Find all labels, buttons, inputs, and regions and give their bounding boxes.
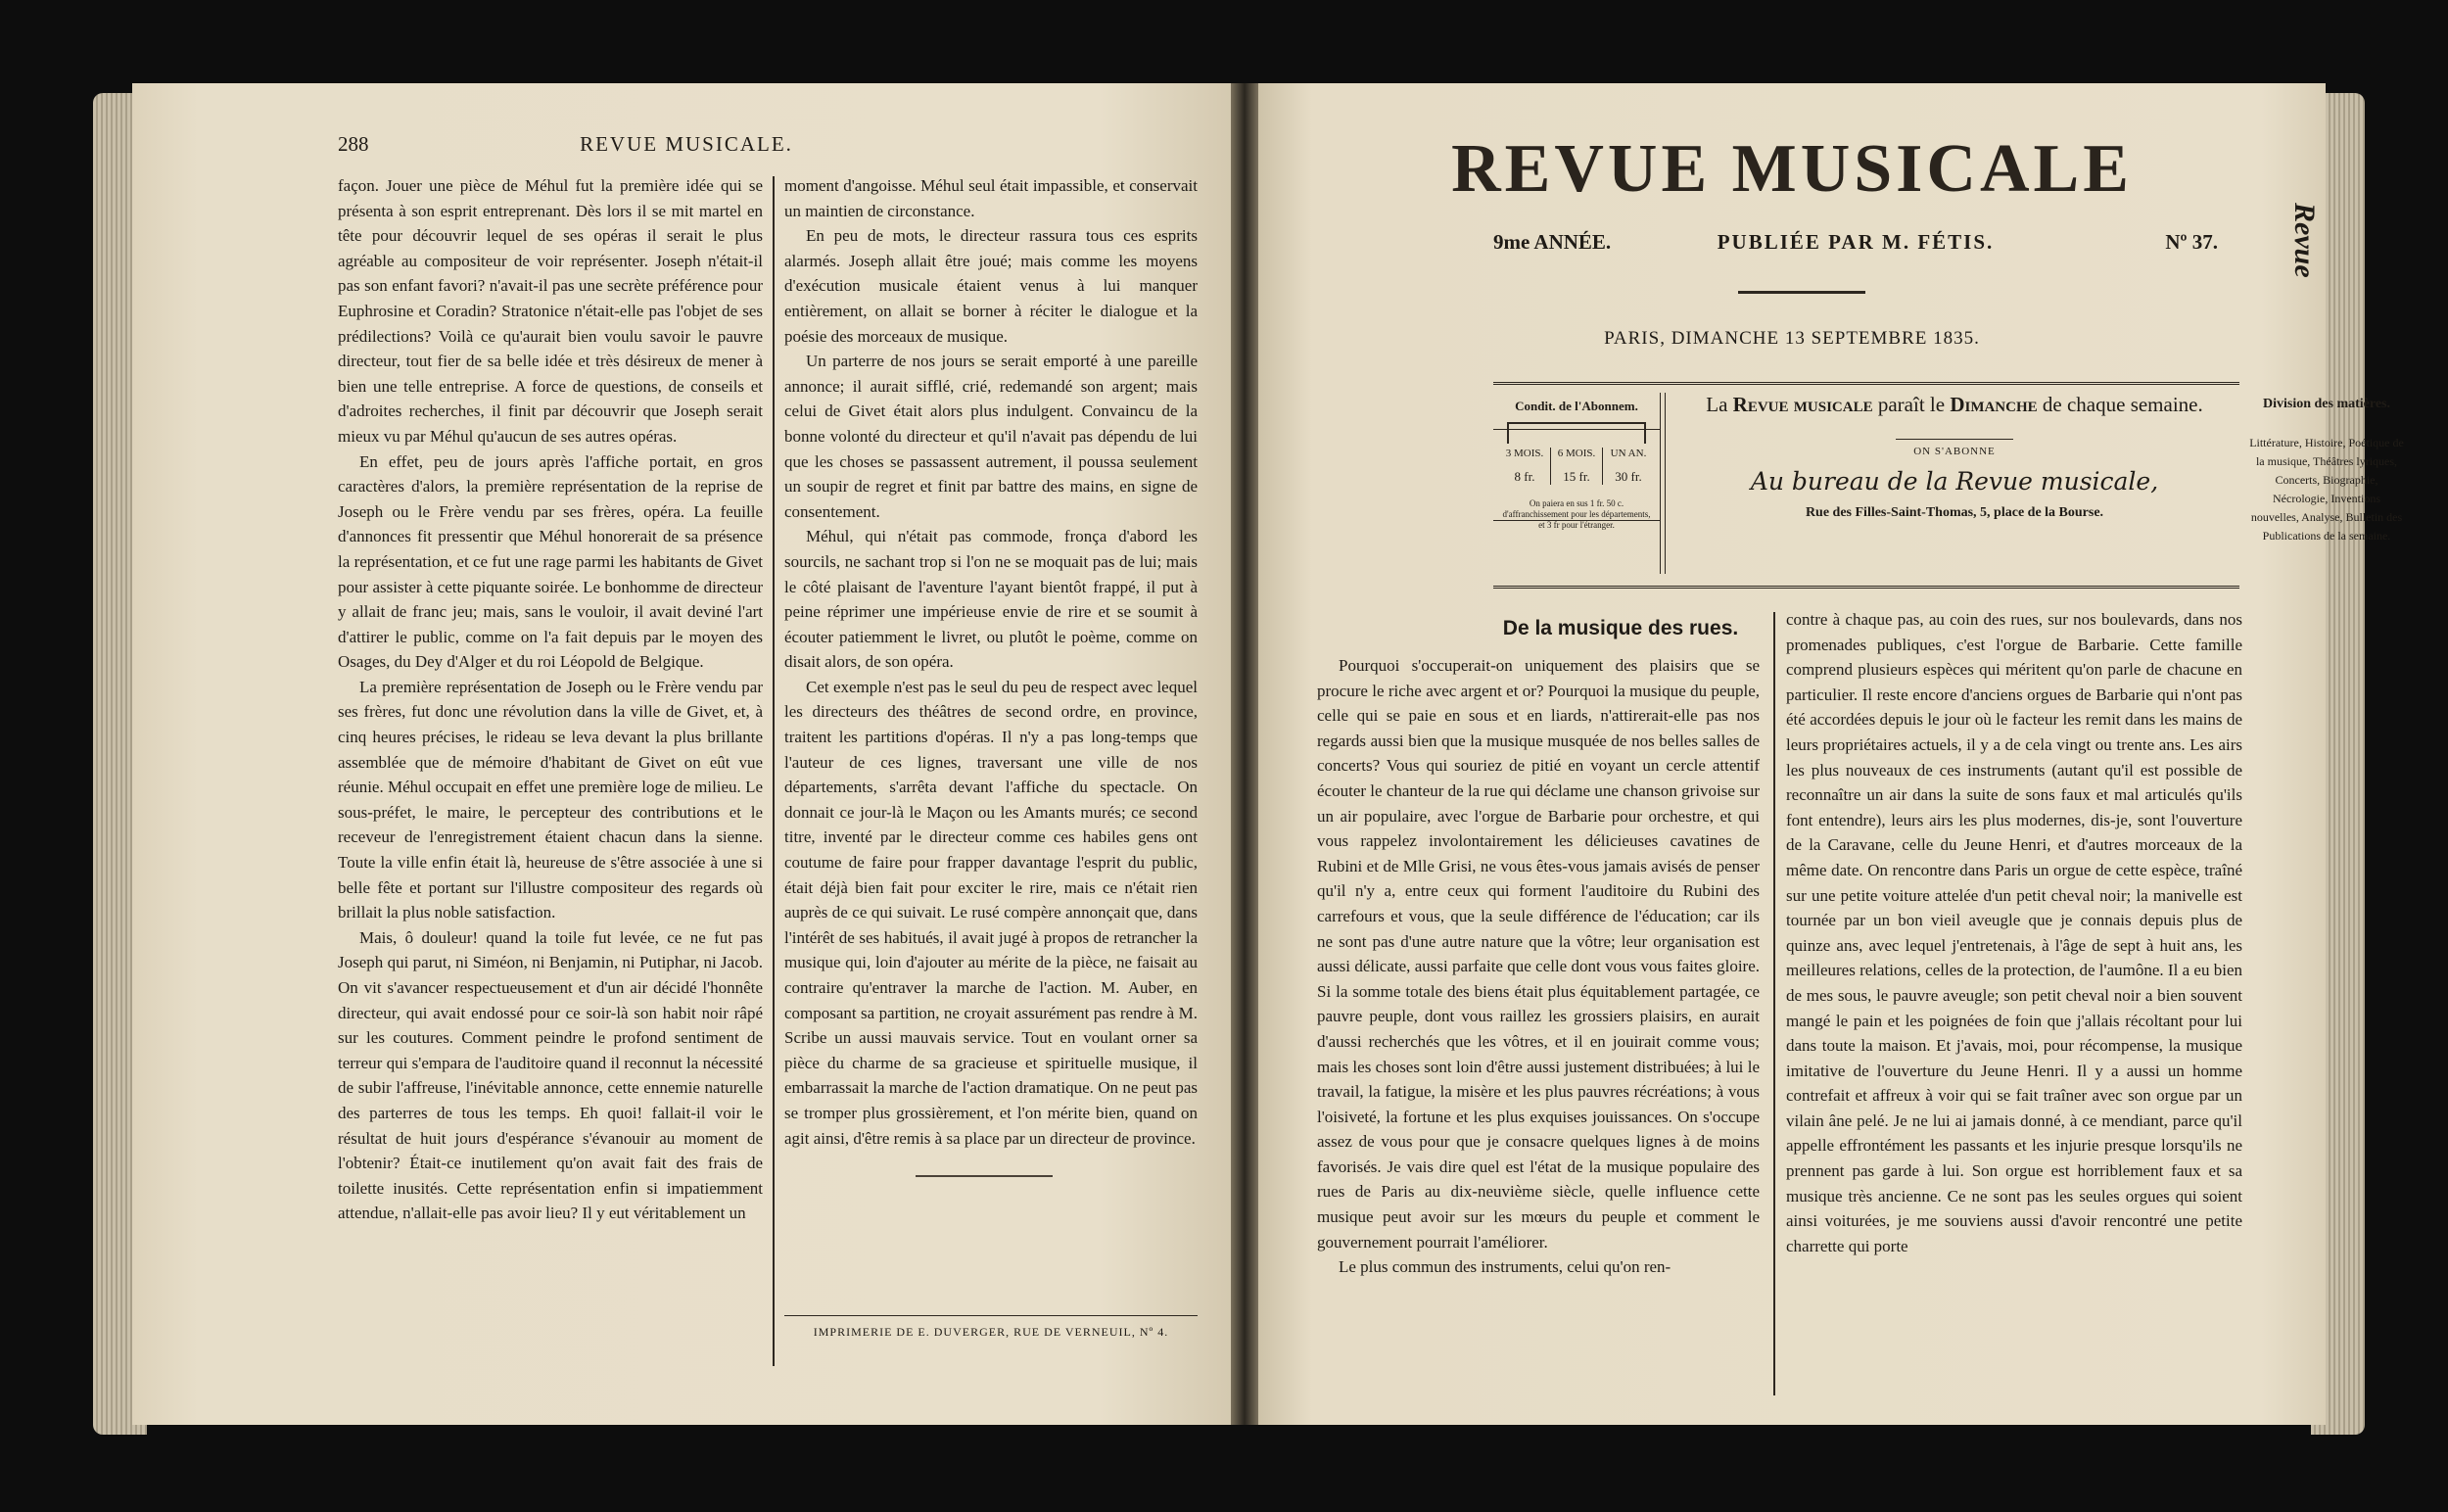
paragraph: contre à chaque pas, au coin des rues, sur nos boulevards, dans nos promenades publiques, c'est l'orgue de Barbarie. Cette famille comprend plusieurs espèces qui méritent qu'on parle de chacune en particulier. Il reste encore d'anciens orgues de Barbarie qui n'ont pas été accordées depuis le jour où le facteur les remit dans les mains de leurs propriétaires actuels, il y a de cela vingt ou trente ans. Les airs les plus nouveaux de ces instruments (autant qu'il est possible de reconnaître un air dans la suite de sons faux et mal articulés qu'ils font entendre), leurs airs les plus modernes, dis-je, sont l'ouverture de la Caravane, celle du Jeune Henri, et d'autres morceaux de la même date. On rencontre dans Paris un orgue de cette espèce, traîné sur une petite voiture attelée d'un petit cheval noir; la manivelle est tournée par un bon vieil aveugle que je connais depuis plus de quinze ans, avec lequel j'entretenais, à l'âge de sept à huit ans, les meilleures relations, celles de la protection, de l'aumône. Il a eu bien de mes sous, le pauvre aveugle; son petit cheval noir a bien souvent mangé le pain et les poignées de foin que j'allais récoltant pour lui dans toute la maison. Et j'avais, moi, pour récompense, la musique imitative de l'ouverture du Jeune Henri. Il y a aussi un homme contrefait et affreux à voir qui se fait traîner avec son orgue par un vilain âne pelé. Je ne lui ai jamais donné, à ce mendiant, parce qu'il appelle effrontément les passants et les injurie presque lorsqu'ils ne prennent pas garde à lui. Son orgue est horriblement faux et sa musique très ancienne. Ce ne sont pas les seules orgues qui soient ainsi voiturées, je me souviens aussi d'avoir rencontré une petite charrette qui porte	[1786, 610, 2242, 1255]
open-book	[93, 83, 2404, 1444]
conditions-table	[1499, 448, 1654, 485]
period-label: 6 MOIS.	[1557, 448, 1596, 459]
publication-announcement	[1670, 393, 2239, 521]
announcement-post: de chaque semaine.	[2042, 393, 2203, 416]
division-title: Division des matières.	[2262, 397, 2390, 411]
paragraph: moment d'angoisse. Méhul seul était impassible, et conservait un maintien de circonstance.	[784, 176, 1198, 220]
period-price: 15 fr.	[1563, 469, 1590, 484]
period-label: UN AN.	[1610, 448, 1647, 459]
bureau-line: Au bureau de la Revue musicale,	[1750, 467, 2159, 496]
division-of-contents	[2249, 397, 2404, 545]
ornamental-rule	[1738, 291, 1865, 294]
conditions-cell	[1499, 448, 1551, 485]
running-head	[338, 132, 1035, 171]
left-column-1	[338, 173, 763, 1226]
section-rule	[916, 1175, 1053, 1177]
address-line: Rue des Filles-Saint-Thomas, 5, place de la Bourse.	[1805, 505, 2104, 520]
issue-number: Nº 37.	[2165, 230, 2218, 254]
issue-publisher: PUBLIÉE PAR M. FÉTIS.	[1717, 230, 1995, 254]
subscription-box	[1493, 382, 2239, 589]
conditions-cell	[1551, 448, 1603, 485]
page-number: 288	[338, 132, 369, 156]
paragraph: Pourquoi s'occuperait-on uniquement des plaisirs que se procure le riche avec argent et or? Pourquoi la musique du peuple, celle qui se paie en sous et en liards, n'attirerait-elle pas nos regards aussi bien que la musique musquée de nos belles salles de concerts? Vous qui souriez de pitié en voyant un cercle attentif écouter le chanteur de la rue qui déclame une chanson grivoise sur un air populaire, avec l'orgue de Barbarie pour orchestre, et qui vous rappelez involontairement les délicieuses cavatines de Rubini et de Mlle Grisi, ne vous êtes-vous jamais avisés de penser qu'il n'y a, entre ceux qui forment l'auditoire du Rubini des carrefours et vous, que la seule différence de l'éducation; car ils ne sont pas d'une autre nature que la vôtre; leur organisation est aussi délicate, aussi parfaite que celle dont vous vous faites gloire. Si la somme totale des biens était plus équitablement partagée, ce pauvre peuple, dont vous raillez les grossiers plaisirs, en aurait d'aussi recherchés que les vôtres, et il en jouirait comme vous; mais les choses sont loin d'être aussi justement distribuées; à lui le travail, la fatigue, la misère et les plus pauvres récréations; à vous l'oisiveté, la fortune et les plus exquises jouissances. On s'occupe assez de vous pour que je consacre quelques lignes à de moins favorisés. Je vais dire quel est l'état de la musique populaire des rues de Paris au dix-neuvième siècle, quelle influence cette musique peut avoir sur les mœurs du peuple et comment le gouvernement pourrait l'améliorer.	[1317, 656, 1760, 1252]
paragraph: La première représentation de Joseph ou le Frère vendu par ses frères, fut donc une révolution dans la ville de Givet, et, à cinq heures précises, le rideau se leva devant la plus brillante assemblée que de mémoire d'habitant de Givet on eût vue réunie. Méhul occupait en effet une première loge de milieu. Le sous-préfet, le maire, le percepteur des contributions et le receveur de l'enregistrement étaient chacun dans la sienne. Toute la ville enfin était là, heureuse de s'être associée à une si belle fête et portant sur l'illustre compositeur des regards où brillait la plus noble satisfaction.	[338, 677, 763, 922]
announcement-line	[1670, 393, 2239, 417]
running-title: REVUE MUSICALE.	[580, 132, 793, 156]
paragraph: Mais, ô douleur! quand la toile fut levée, ce ne fut pas Joseph qui parut, ni Siméon, ni Benjamin, ni Putiphar, ni Jacob. On vit s'avancer respectueusement et d'un air décidé l'honnête directeur, qui avait endossé pour ce soir-là son habit noir râpé sur les coutures. Comment peindre le profond sentiment de terreur qui s'empara de l'auditoire quand il reconnut la nécessité de subir l'affreuse, l'inévitable annonce, cette ennemie naturelle des parterres de tous les temps. Eh quoi! fallait-il voir le résultat de huit jours d'espérance s'évanouir au moment de l'obtenir? Était-ce inutilement qu'on avait fait des frais de toilette inusités. Cette représentation enfin si impatiemment attendue, n'allait-elle pas avoir lieu? Il y eut véritablement un	[338, 927, 763, 1223]
book-gutter	[1231, 83, 1258, 1425]
spine-label: Revue	[2288, 202, 2321, 278]
subscription-conditions	[1493, 399, 1660, 531]
conditions-title: Condit. de l'Abonnem.	[1515, 399, 1638, 413]
right-column-2	[1786, 607, 2242, 1258]
conditions-cell	[1603, 448, 1654, 485]
paragraph: En peu de mots, le directeur rassura tous ces esprits alarmés. Joseph allait être joué; mais comme les moyens d'exécution musicale étaient venus à lui manquer entièrement, on allait se borner à réciter le dialogue et la poésie des morceaux de musique.	[784, 226, 1198, 346]
period-price: 8 fr.	[1514, 469, 1535, 484]
paragraph: Le plus commun des instruments, celui qu'on ren-	[1339, 1257, 1671, 1277]
division-body: Littérature, Histoire, Poétique de la musique, Théâtres lyriques, Concerts, Biographie, Nécrologie, Inventions nouvelles, Analyse, Bulletin des Publications de la semaine.	[2249, 436, 2404, 543]
paragraph: En effet, peu de jours après l'affiche portait, en gros caractères d'alors, la première représentation de la reprise de Joseph ou le Frère vendu par ses frères, opéra. La feuille d'annonces fit pressentir que Méhul honorerait de sa présence la représentation, et ce fut une rage parmi les habitants de Givet pour assister à cette piquante soirée. Le bonhomme de directeur y allait de franc jeu; mais, sans le vouloir, il avait deviné l'art d'attirer le public, comme on l'a fait depuis par le moyen des Osages, du Dey d'Alger et du roi Léopold de Belgique.	[338, 451, 763, 672]
subscribe-label: ON S'ABONNE	[1913, 446, 1996, 457]
announcement-day: Dimanche	[1950, 393, 2038, 416]
period-label: 3 MOIS.	[1505, 448, 1544, 459]
period-price: 30 fr.	[1615, 469, 1642, 484]
issue-line	[1493, 230, 2218, 263]
issue-year: 9me ANNÉE.	[1493, 230, 1612, 254]
column-rule	[773, 176, 775, 1366]
box-divider	[1660, 393, 1661, 574]
paragraph: façon. Jouer une pièce de Méhul fut la première idée qui se présenta à son esprit entreprenant. Dès lors il se mit martel en tête pour découvrir lequel de ses opéras il serait le plus agréable au compositeur de voir représenter. Joseph n'était-il pas son enfant favori? n'avait-il pas une secrète préférence pour Euphrosine et Coradin? Stratonice n'était-elle pas l'objet de ses prédilections? Voilà ce qu'aurait bien voulu savoir le pauvre directeur, tout fier de sa belle idée et très désireux de mener à bien une telle entreprise. A force de questions, de conseils et d'adroites recherches, il finit par découvrir que Joseph serait mieux vu par Méhul qu'aucun de ses autres opéras.	[338, 176, 763, 446]
box-divider	[1665, 393, 1666, 574]
announcement-pre: La	[1706, 393, 1728, 416]
dateline: PARIS, DIMANCHE 13 SEPTEMBRE 1835.	[1604, 328, 1980, 349]
article-title: De la musique des rues.	[1502, 617, 1739, 639]
conditions-brace	[1507, 422, 1646, 444]
conditions-note: On paiera en sus 1 fr. 50 c. d'affranchissement pour les départements, et 3 fr pour l'étranger.	[1502, 498, 1651, 530]
announcement-mid: paraît le	[1877, 393, 1946, 416]
paragraph: Un parterre de nos jours se serait emporté à une pareille annonce; il aurait sifflé, crié, redemandé son argent; mais celui de Givet était alors plus indulgent. Convaincu de la bonne volonté du directeur et qu'il n'avait pas dépendu de lui que les choses se passassent autrement, il poussa seulement un soupir de regret et finit par battre des mains, en signe de consentement.	[784, 352, 1198, 521]
paragraph: Méhul, qui n'était pas commode, fronça d'abord les sourcils, ne sachant trop si l'on ne se moquait pas de lui; mais le côté plaisant de l'aventure l'ayant bientôt frappé, il put à peine réprimer une impérieuse envie de rire et se soumit à écouter patiemment le livret, ou plutôt le poème, comme on disait alors, de son opéra.	[784, 527, 1198, 672]
column-rule	[1773, 612, 1775, 1395]
right-column-1	[1317, 653, 1760, 1280]
announcement-rule	[1896, 439, 2013, 440]
left-column-2	[784, 173, 1198, 1151]
paragraph: Cet exemple n'est pas le seul du peu de respect avec lequel les directeurs des théâtres de second ordre, en province, traitent les partitions d'opéras. Il n'y a pas long-temps que l'auteur de ces lignes, traversant une ville de nos départements, s'arrêta devant l'affiche du spectacle. On donnait ce jour-là le Maçon ou les Amants murés; ce second titre, inventé par le directeur comme ces habiles gens ont coutume de faire pour frapper davantage l'esprit du public, était déjà bien fait pour exciter le rire, mais ce n'était rien auprès de ce qui suivait. Le rusé compère annonçait que, dans l'intérêt de ses habitués, il avait jugé à propos de retrancher la musique qui, loin d'ajouter au mérite de la pièce, ne faisait au contraire qu'entraver la marche de l'action. M. Auber, en composant sa partition, ne croyait assurément pas rendre à M. Scribe un aussi mauvais service. Tout en voulant orner sa pièce du charme de sa gracieuse et spirituelle musique, il embarrassait la marche de l'action dramatique. On ne peut pas se tromper plus grossièrement, et l'on mérite bien, quand on agit ainsi, d'être remis à sa place par un directeur de province.	[784, 677, 1198, 1148]
announcement-title: Revue musicale	[1732, 393, 1873, 416]
printer-imprint: IMPRIMERIE DE E. DUVERGER, RUE DE VERNEUIL, Nº 4.	[813, 1325, 1169, 1339]
left-page	[132, 83, 1231, 1425]
masthead: REVUE MUSICALE	[1451, 131, 2133, 207]
right-page	[1258, 83, 2404, 1425]
printer-rule	[784, 1315, 1198, 1316]
